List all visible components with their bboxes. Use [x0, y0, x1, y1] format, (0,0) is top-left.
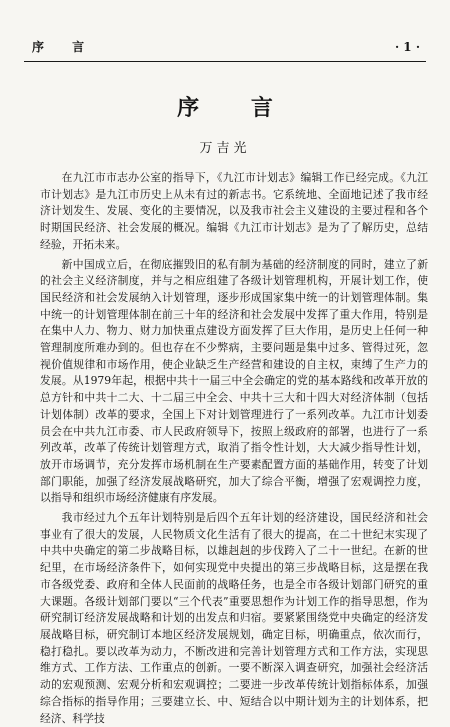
paragraph: 新中国成立后，在彻底摧毁旧的私有制为基础的经济制度的同时，建立了新的社会主义经济制度，并与之相应组建了各级计划管理机构，开展计划工作，使国民经济和社会发展纳入计划管理，逐步形成国家集中统一的计划管理体制。集中统一的计划管理体制在前三十年的经济和社会发展中发挥了重大作用，特别是在集中人力、物力、财力加快重点建设方面发挥了巨大作用，是历史上任何一种管理制度所难办到的。但也存在不少弊病，主要问题是集中过多、管得过死，忽视价值规律和市场作用，使企业缺乏生产经营和建设的自主权，束缚了生产力的发展。从1979年起，根据中共十一届三中全会确定的党的基本路线和改革开放的总方针和中共十二大、十二届三中全会、中共十三大和十四大对经济体制（包括计划体制）改革的要求，全国上下对计划管理进行了一系列改革。九江市计划委员会在中共九江市委、市人民政府领导下，按照上级政府的部署，也进行了一系列改革，改革了传统计划管理方式，取消了指令性计划，大大减少指导性计划，放开市场调节，充分发挥市场机制在生产要素配置方面的基础作用，转变了计划部门职能，加强了经济发展战略研究，加大了综合平衡，增强了宏观调控力度，以指导和组织市场经济健康有序发展。	[40, 257, 428, 505]
header-section-title: 序 言	[32, 40, 97, 54]
body-text	[40, 170, 428, 725]
paragraph: 我市经过九个五年计划特别是后四个五年计划的经济建设，国民经济和社会事业有了很大的发展，人民物质文化生活有了很大的提高，在二十世纪末实现了中共中央确定的第二步战略目标，以雄赳赳的步伐跨入了二十一世纪。在新的世纪里，在市场经济条件下，如何实现党中央提出的第三步战略目标，这是摆在我市各级党委、政府和全体人民面前的战略任务，也是全市各级计划部门研究的重大课题。各级计划部门要以“三个代表”重要思想作为计划工作的指导思想，作为研究制订经济发展战略和计划的出发点和归宿。要紧紧围绕党中央确定的经济发展战略目标，研究制订本地区经济发展规划，确定目标，明确重点，依次而行，稳打稳扎。要以改革为动力，不断改进和完善计划管理方式和工作方法，实现思维方式、工作方法、工作重点的创新。一要不断深入调查研究，加强社会经济活动的宏观预测、宏观分析和宏观调控；二要进一步改革传统计划指标体系，加强综合指标的指导作用；三要建立长、中、短结合以中期计划为主的计划体系，把经济、科学技	[40, 511, 428, 725]
paragraph: 在九江市市志办公室的指导下，《九江市计划志》编辑工作已经完成。《九江市计划志》是九江市历史上从未有过的新志书。它系统地、全面地记述了我市经济计划发生、发展、变化的主要情况，以及我市社会主义建设的主要过程和各个时期国民经济、社会发展的概况。编辑《九江市计划志》是为了了解历史，总结经验，开拓未来。	[40, 171, 428, 251]
header-divider	[24, 61, 426, 62]
page-number: · 1 ·	[394, 40, 420, 54]
page-title: 序 言	[177, 95, 295, 121]
running-header	[24, 38, 426, 56]
author-name: 万吉光	[199, 141, 251, 156]
